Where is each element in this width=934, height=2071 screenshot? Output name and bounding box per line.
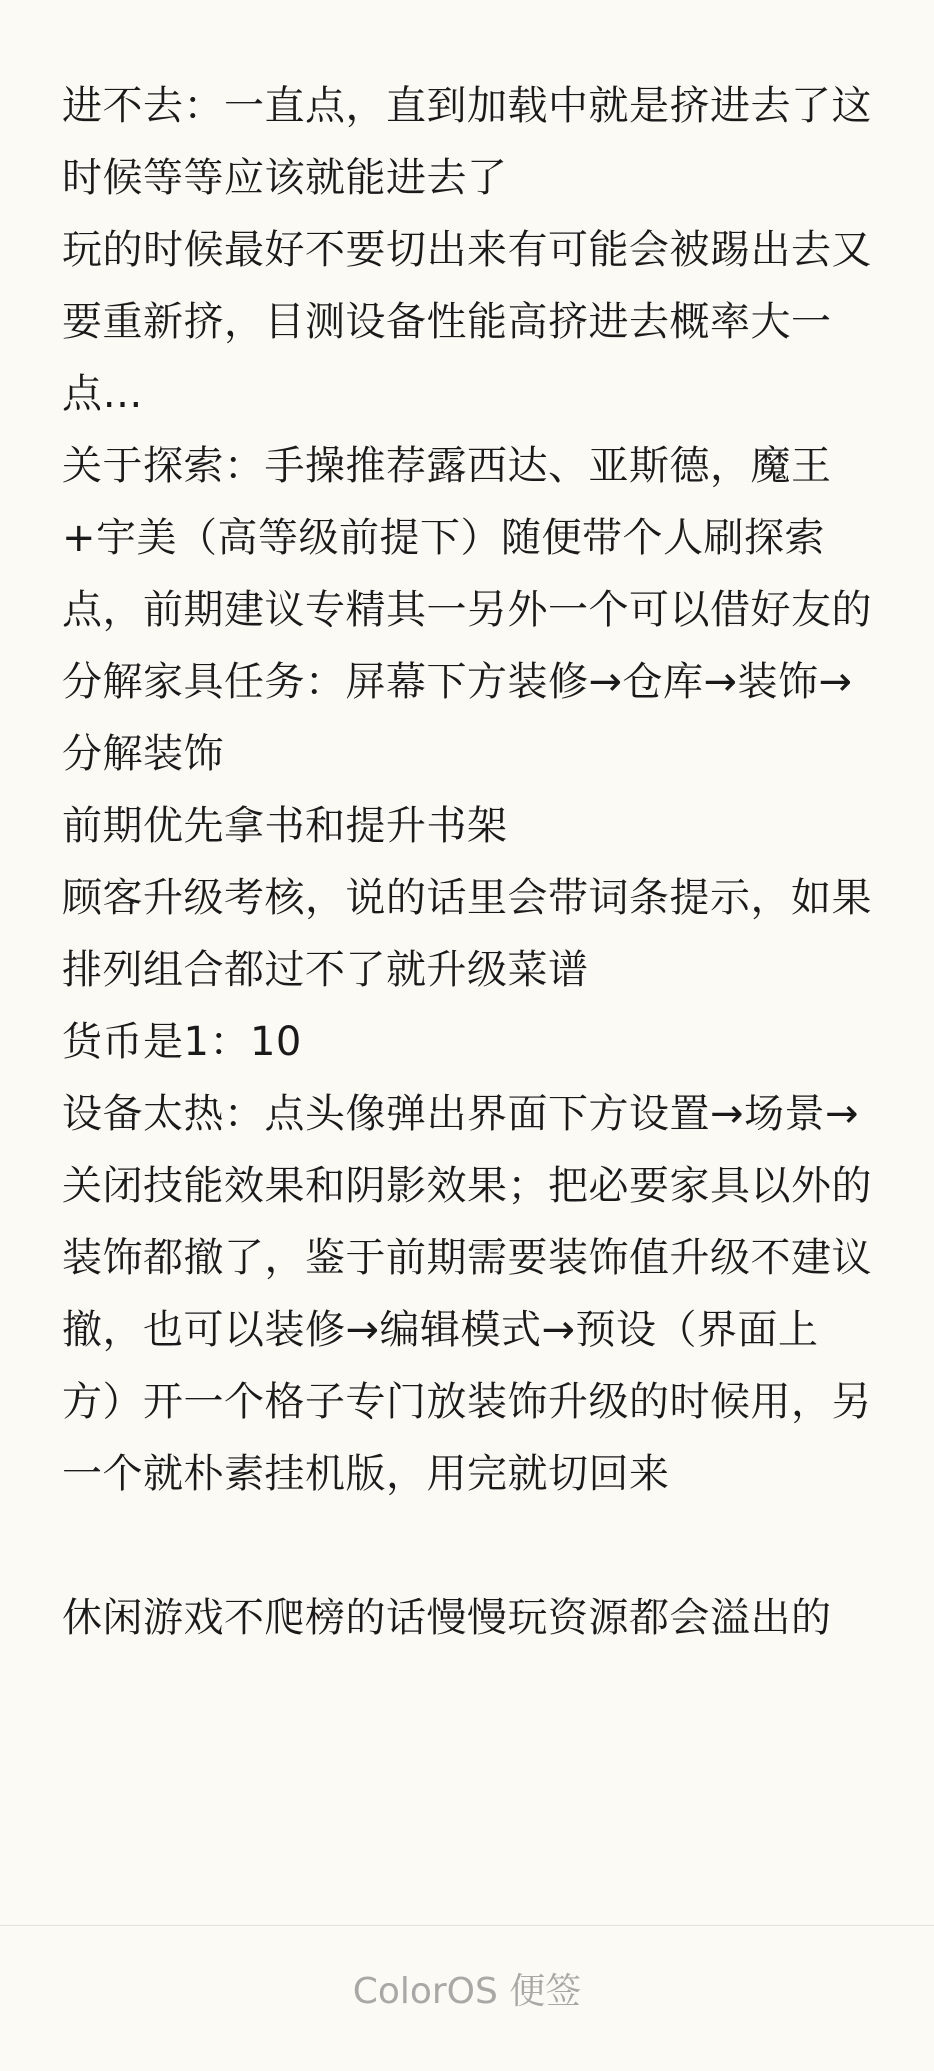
- note-blank-line: [62, 1510, 872, 1582]
- note-line-decompose-task: 分解家具任务：屏幕下方装修→仓库→装饰→分解装饰: [62, 659, 853, 777]
- note-line-login: 进不去：一直点，直到加载中就是挤进去了这时候等等应该就能进去了: [62, 83, 872, 201]
- note-line-casual-play: 休闲游戏不爬榜的话慢慢玩资源都会溢出的: [62, 1595, 832, 1641]
- note-line-device-hot: 设备太热：点头像弹出界面下方设置→场景→关闭技能效果和阴影效果；把必要家具以外的装饰都撤了，鉴于前期需要装饰值升级不建议撤，也可以装修→编辑模式→预设（界面上方）开一个格子专门放装饰升级的时候用，另一个就朴素挂机版，用完就切回来: [62, 1091, 872, 1497]
- footer-divider: [0, 1925, 934, 1926]
- footer-brand: ColorOS 便签: [352, 1971, 582, 2012]
- note-line-exploration: 关于探索：手操推荐露西达、亚斯德，魔王+宇美（高等级前提下）随便带个人刷探索点，前期建议专精其一另外一个可以借好友的: [62, 443, 872, 633]
- note-line-currency: 货币是1：10: [62, 1019, 302, 1065]
- note-line-dont-switch: 玩的时候最好不要切出来有可能会被踢出去又要重新挤，目测设备性能高挤进去概率大一点…: [62, 227, 872, 417]
- note-line-early-priority: 前期优先拿书和提升书架: [62, 803, 508, 849]
- note-content[interactable]: [62, 70, 872, 1654]
- note-line-customer-upgrade: 顾客升级考核，说的话里会带词条提示，如果排列组合都过不了就升级菜谱: [62, 875, 872, 993]
